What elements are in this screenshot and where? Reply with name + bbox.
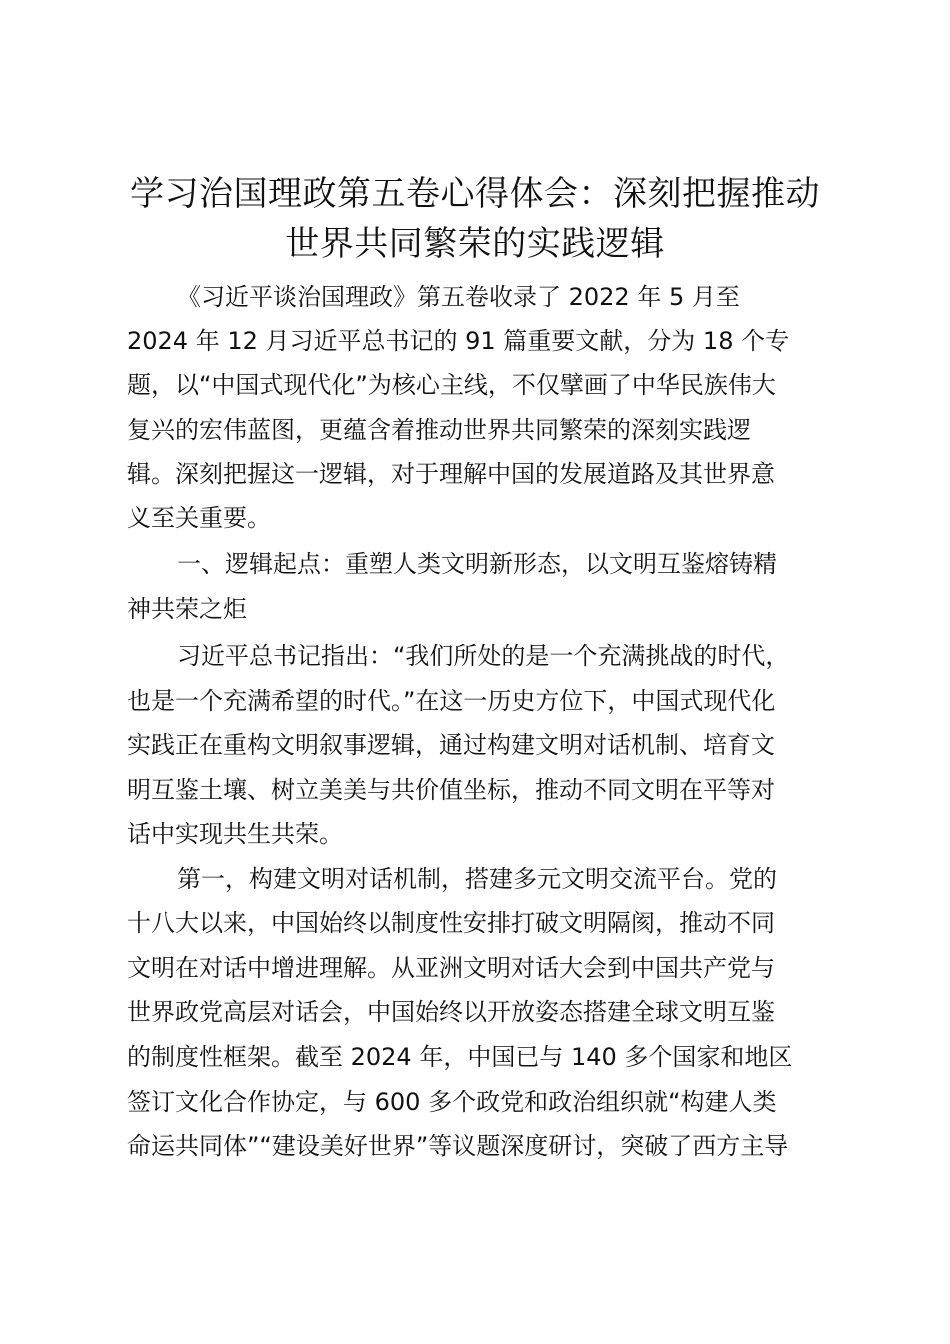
- paragraph-2-line-3: 实践正在重构文明叙事逻辑，通过构建文明对话机制、培育文: [127, 731, 775, 759]
- document-title-line-1: 学习治国理政第五卷心得体会：深刻把握推动: [130, 174, 820, 214]
- paragraph-3-line-5: 的制度性框架。截至 2024 年，中国已与 140 多个国家和地区: [127, 1043, 793, 1071]
- paragraph-1-line-6: 义至关重要。: [127, 504, 271, 532]
- section-heading-line-1: 一、逻辑起点：重塑人类文明新形态，以文明互鉴熔铸精: [177, 550, 777, 578]
- section-heading-line-2: 神共荣之炬: [127, 595, 247, 623]
- paragraph-3-line-7: 命运共同体”“建设美好世界”等议题深度研讨，突破了西方主导: [127, 1132, 789, 1160]
- paragraph-1-line-1: 《习近平谈治国理政》第五卷收录了 2022 年 5 月至: [177, 283, 740, 311]
- paragraph-3-line-4: 世界政党高层对话会，中国始终以开放姿态搭建全球文明互鉴: [127, 998, 775, 1026]
- paragraph-3-line-2: 十八大以来，中国始终以制度性安排打破文明隔阂，推动不同: [127, 909, 775, 937]
- paragraph-1-line-5: 辑。深刻把握这一逻辑，对于理解中国的发展道路及其世界意: [127, 460, 775, 488]
- paragraph-2-line-2: 也是一个充满希望的时代。”在这一历史方位下，中国式现代化: [127, 687, 776, 715]
- paragraph-1-line-4: 复兴的宏伟蓝图，更蕴含着推动世界共同繁荣的深刻实践逻: [127, 416, 751, 444]
- paragraph-2-line-4: 明互鉴土壤、树立美美与共价值坐标，推动不同文明在平等对: [127, 776, 775, 804]
- paragraph-1-line-2: 2024 年 12 月习近平总书记的 91 篇重要文献，分为 18 个专: [127, 327, 790, 355]
- paragraph-3-line-1: 第一，构建文明对话机制，搭建多元文明交流平台。党的: [177, 865, 777, 893]
- document-title-line-2: 世界共同繁荣的实践逻辑: [285, 224, 665, 264]
- paragraph-3-line-3: 文明在对话中增进理解。从亚洲文明对话大会到中国共产党与: [127, 954, 775, 982]
- paragraph-3-line-6: 签订文化合作协定，与 600 多个政党和政治组织就“构建人类: [127, 1088, 777, 1116]
- paragraph-1-line-3: 题，以“中国式现代化”为核心主线，不仅擘画了中华民族伟大: [127, 371, 776, 399]
- paragraph-2-line-1: 习近平总书记指出：“我们所处的是一个充满挑战的时代，: [177, 642, 790, 670]
- paragraph-2-line-5: 话中实现共生共荣。: [127, 820, 343, 848]
